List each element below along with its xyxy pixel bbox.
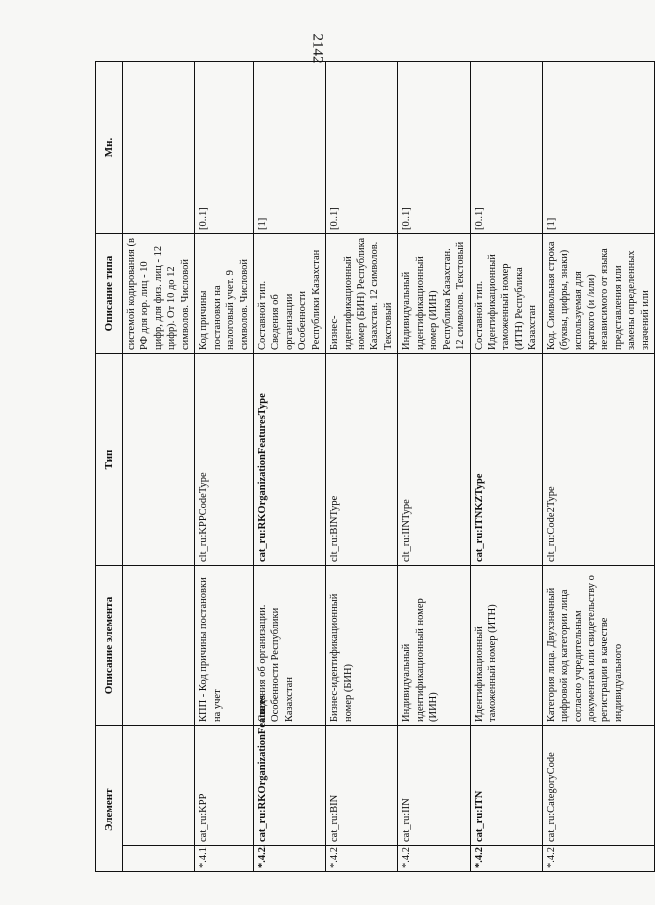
table-row bbox=[542, 62, 655, 872]
cell-type: clt_ru:Code2Type bbox=[542, 354, 655, 566]
table-row bbox=[326, 62, 398, 872]
cell-index: *.4.2 bbox=[470, 846, 542, 872]
cell-multiplicity: [1] bbox=[542, 62, 655, 234]
cell-multiplicity: [0..1] bbox=[398, 62, 470, 234]
table-row bbox=[195, 62, 254, 872]
cell-type-description: Бизнес-идентификационный номер (БИН) Республика Казахстан. 12 символов. Текстовый bbox=[326, 234, 398, 354]
header-element-description: Описание элемента bbox=[96, 566, 123, 726]
cell-multiplicity: [1] bbox=[253, 62, 325, 234]
cell-index: *.4.2 bbox=[398, 846, 470, 872]
cell-type: cat_ru:RKOrganizationFeaturesType bbox=[253, 354, 325, 566]
cell-multiplicity: [0..1] bbox=[195, 62, 254, 234]
header-type: Тип bbox=[96, 354, 123, 566]
cell-element-description: Бизнес-идентификационный номер (БИН) bbox=[326, 566, 398, 726]
cell-index: *.4.2. bbox=[253, 846, 325, 872]
cell-element: cat_ru:CategoryCode bbox=[542, 726, 655, 846]
rotated-table-wrapper bbox=[95, 62, 651, 872]
cell-index bbox=[123, 846, 195, 872]
cell-element-description: Идентификационный таможенный номер (ИТН) bbox=[470, 566, 542, 726]
cell-type: clt_ru:IINType bbox=[398, 354, 470, 566]
header-element: Элемент bbox=[96, 726, 123, 872]
cell-element: cat_ru:KPP bbox=[195, 726, 254, 846]
element-spec-table bbox=[95, 61, 655, 872]
cell-type-description: Составной тип. Идентификационный таможенный номер (ИТН) Республика Казахстан bbox=[470, 234, 542, 354]
cell-element-description bbox=[123, 566, 195, 726]
cell-type bbox=[123, 354, 195, 566]
page-number: 2142 bbox=[309, 33, 326, 64]
table-row bbox=[253, 62, 325, 872]
table-header-row bbox=[96, 62, 123, 872]
cell-type-description: Код причины постановки на налоговый учет. 9 символов. Числовой bbox=[195, 234, 254, 354]
cell-type: clt_ru:BINType bbox=[326, 354, 398, 566]
cell-multiplicity: [0..1] bbox=[326, 62, 398, 234]
cell-element: cat_ru:RKOrganizationFeatures bbox=[253, 726, 325, 846]
cell-index: *.4.1 bbox=[195, 846, 254, 872]
cell-multiplicity: [0..1] bbox=[470, 62, 542, 234]
cell-type: clt_ru:KPPCodeType bbox=[195, 354, 254, 566]
cell-type: cat_ru:ITNKZType bbox=[470, 354, 542, 566]
cell-type-description: Код. Символьная строка (буквы, цифры, знаки) используемая для краткого (и /или) независимого от языка представления или замены определенных значений или bbox=[542, 234, 655, 354]
cell-element: cat_ru:IIN bbox=[398, 726, 470, 846]
cell-multiplicity bbox=[123, 62, 195, 234]
cell-element: cat_ru:BIN bbox=[326, 726, 398, 846]
cell-type-description: системой кодирования (в РФ для юр. лиц - 10 цифр, для физ. лиц - 12 цифр). От 10 до 12 символов. Числовой bbox=[123, 234, 195, 354]
header-type-description: Описание типа bbox=[96, 234, 123, 354]
cell-type-description: Составной тип. Сведения об организации Особенности Республики Казахстан bbox=[253, 234, 325, 354]
cell-type-description: Индивидуальный идентификационный номер (ИИН) Республика Казахстан. 12 символов. Текстовый bbox=[398, 234, 470, 354]
header-multiplicity: Мн. bbox=[96, 62, 123, 234]
cell-element-description: КПП - Код причины постановки на учет bbox=[195, 566, 254, 726]
cell-element bbox=[123, 726, 195, 846]
cell-element: cat_ru:ITN bbox=[470, 726, 542, 846]
cell-element-description: Категория лица. Двухзначный цифровой код категории лица согласно учредительным документам или свидетельству о регистрации в качестве индивидуального bbox=[542, 566, 655, 726]
cell-index: *.4.2 bbox=[542, 846, 655, 872]
cell-index: *.4.2 bbox=[326, 846, 398, 872]
table-row bbox=[398, 62, 470, 872]
table-row bbox=[470, 62, 542, 872]
cell-element-description: Индивидуальный идентификационный номер (ИИН) bbox=[398, 566, 470, 726]
table-row bbox=[123, 62, 195, 872]
cell-element-description: Сведения об организации. Особенности Республики Казахстан bbox=[253, 566, 325, 726]
